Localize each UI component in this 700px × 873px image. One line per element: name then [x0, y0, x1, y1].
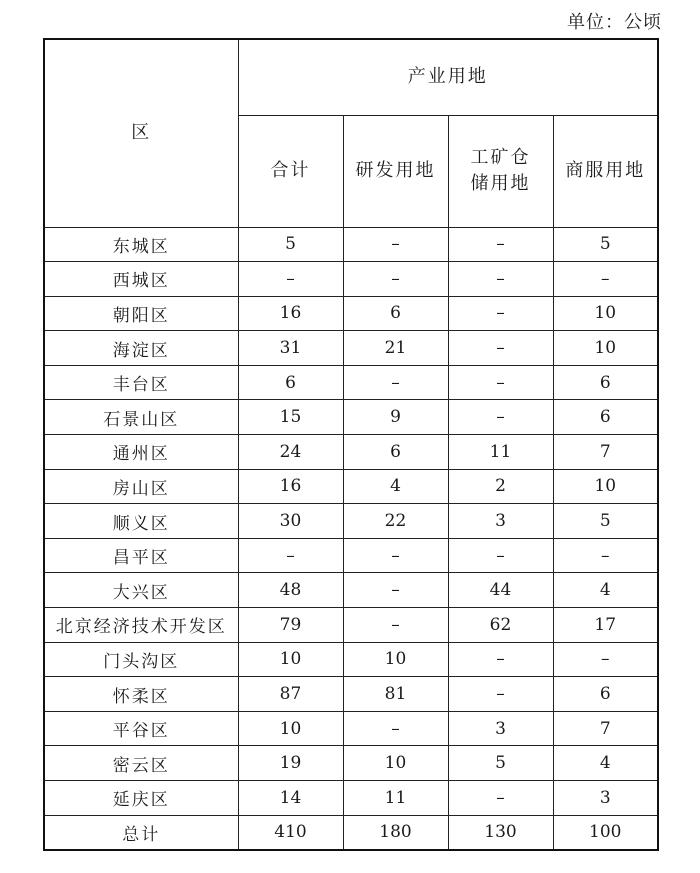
industrial-cell: 11 — [448, 435, 553, 470]
total-cell: 16 — [238, 469, 343, 504]
rd-cell: 6 — [343, 435, 448, 470]
rd-cell: 180 — [343, 815, 448, 850]
total-cell: 48 — [238, 573, 343, 608]
total-cell: 5 — [238, 227, 343, 262]
table-row — [44, 262, 658, 297]
commercial-cell: – — [553, 538, 658, 573]
commercial-cell: 3 — [553, 781, 658, 816]
table-row — [44, 365, 658, 400]
rd-cell: 11 — [343, 781, 448, 816]
district-cell: 门头沟区 — [44, 642, 238, 677]
industrial-cell: 62 — [448, 608, 553, 643]
district-cell: 大兴区 — [44, 573, 238, 608]
total-cell: 14 — [238, 781, 343, 816]
industrial-cell: – — [448, 642, 553, 677]
land-use-table — [43, 38, 659, 851]
commercial-cell: 7 — [553, 711, 658, 746]
commercial-cell: – — [553, 642, 658, 677]
rd-cell: – — [343, 227, 448, 262]
table-row — [44, 746, 658, 781]
rd-cell: – — [343, 262, 448, 297]
table-row — [44, 504, 658, 539]
rd-cell: – — [343, 573, 448, 608]
rd-cell: 4 — [343, 469, 448, 504]
table-row-total — [44, 815, 658, 850]
header-rd-land: 研发用地 — [343, 115, 448, 227]
table-row — [44, 573, 658, 608]
table-row — [44, 435, 658, 470]
district-cell: 丰台区 — [44, 365, 238, 400]
total-cell: 31 — [238, 331, 343, 366]
rd-cell: 81 — [343, 677, 448, 712]
district-cell: 顺义区 — [44, 504, 238, 539]
industrial-cell: 44 — [448, 573, 553, 608]
district-cell: 总计 — [44, 815, 238, 850]
district-cell: 海淀区 — [44, 331, 238, 366]
header-industrial-storage-land — [448, 115, 553, 227]
total-cell: 19 — [238, 746, 343, 781]
district-cell: 东城区 — [44, 227, 238, 262]
district-cell: 石景山区 — [44, 400, 238, 435]
table-header — [44, 39, 658, 227]
industrial-cell: 5 — [448, 746, 553, 781]
district-cell: 平谷区 — [44, 711, 238, 746]
industrial-cell: – — [448, 227, 553, 262]
rd-cell: 22 — [343, 504, 448, 539]
district-cell: 怀柔区 — [44, 677, 238, 712]
commercial-cell: 6 — [553, 677, 658, 712]
header-commercial-land: 商服用地 — [553, 115, 658, 227]
total-cell: 6 — [238, 365, 343, 400]
commercial-cell: 100 — [553, 815, 658, 850]
header-industrial-land: 产业用地 — [238, 39, 658, 115]
total-cell: 10 — [238, 711, 343, 746]
industrial-cell: 3 — [448, 504, 553, 539]
total-cell: 79 — [238, 608, 343, 643]
total-cell: 87 — [238, 677, 343, 712]
rd-cell: 21 — [343, 331, 448, 366]
table-row — [44, 227, 658, 262]
industrial-cell: 3 — [448, 711, 553, 746]
commercial-cell: 6 — [553, 400, 658, 435]
district-cell: 朝阳区 — [44, 296, 238, 331]
industrial-cell: – — [448, 538, 553, 573]
commercial-cell: 4 — [553, 573, 658, 608]
table-row — [44, 469, 658, 504]
commercial-cell: 6 — [553, 365, 658, 400]
district-cell: 延庆区 — [44, 781, 238, 816]
table-row — [44, 538, 658, 573]
table-row — [44, 642, 658, 677]
header-industrial-storage-label: 工矿仓储用地 — [470, 147, 531, 194]
land-use-table-container — [43, 38, 657, 851]
industrial-cell: – — [448, 365, 553, 400]
industrial-cell: – — [448, 296, 553, 331]
district-cell: 北京经济技术开发区 — [44, 608, 238, 643]
total-cell: 410 — [238, 815, 343, 850]
commercial-cell: 5 — [553, 227, 658, 262]
industrial-cell: – — [448, 400, 553, 435]
commercial-cell: 4 — [553, 746, 658, 781]
industrial-cell: – — [448, 262, 553, 297]
unit-label: 单位：公顷 — [567, 12, 662, 33]
total-cell: 16 — [238, 296, 343, 331]
commercial-cell: 7 — [553, 435, 658, 470]
table-row — [44, 400, 658, 435]
district-cell: 通州区 — [44, 435, 238, 470]
industrial-cell: – — [448, 331, 553, 366]
commercial-cell: – — [553, 262, 658, 297]
rd-cell: – — [343, 608, 448, 643]
rd-cell: 6 — [343, 296, 448, 331]
district-cell: 房山区 — [44, 469, 238, 504]
total-cell: 30 — [238, 504, 343, 539]
table-row — [44, 608, 658, 643]
table-row — [44, 781, 658, 816]
district-cell: 西城区 — [44, 262, 238, 297]
commercial-cell: 10 — [553, 469, 658, 504]
rd-cell: 10 — [343, 642, 448, 677]
rd-cell: 10 — [343, 746, 448, 781]
total-cell: – — [238, 538, 343, 573]
district-cell: 昌平区 — [44, 538, 238, 573]
rd-cell: 9 — [343, 400, 448, 435]
table-row — [44, 711, 658, 746]
table-row — [44, 296, 658, 331]
industrial-cell: – — [448, 781, 553, 816]
header-total: 合计 — [238, 115, 343, 227]
rd-cell: – — [343, 711, 448, 746]
industrial-cell: 2 — [448, 469, 553, 504]
district-cell: 密云区 — [44, 746, 238, 781]
header-district: 区 — [44, 39, 238, 227]
commercial-cell: 10 — [553, 331, 658, 366]
table-row — [44, 677, 658, 712]
rd-cell: – — [343, 538, 448, 573]
commercial-cell: 17 — [553, 608, 658, 643]
total-cell: 15 — [238, 400, 343, 435]
total-cell: 10 — [238, 642, 343, 677]
total-cell: – — [238, 262, 343, 297]
commercial-cell: 10 — [553, 296, 658, 331]
total-cell: 24 — [238, 435, 343, 470]
table-row — [44, 331, 658, 366]
commercial-cell: 5 — [553, 504, 658, 539]
industrial-cell: – — [448, 677, 553, 712]
rd-cell: – — [343, 365, 448, 400]
table-body — [44, 227, 658, 850]
industrial-cell: 130 — [448, 815, 553, 850]
